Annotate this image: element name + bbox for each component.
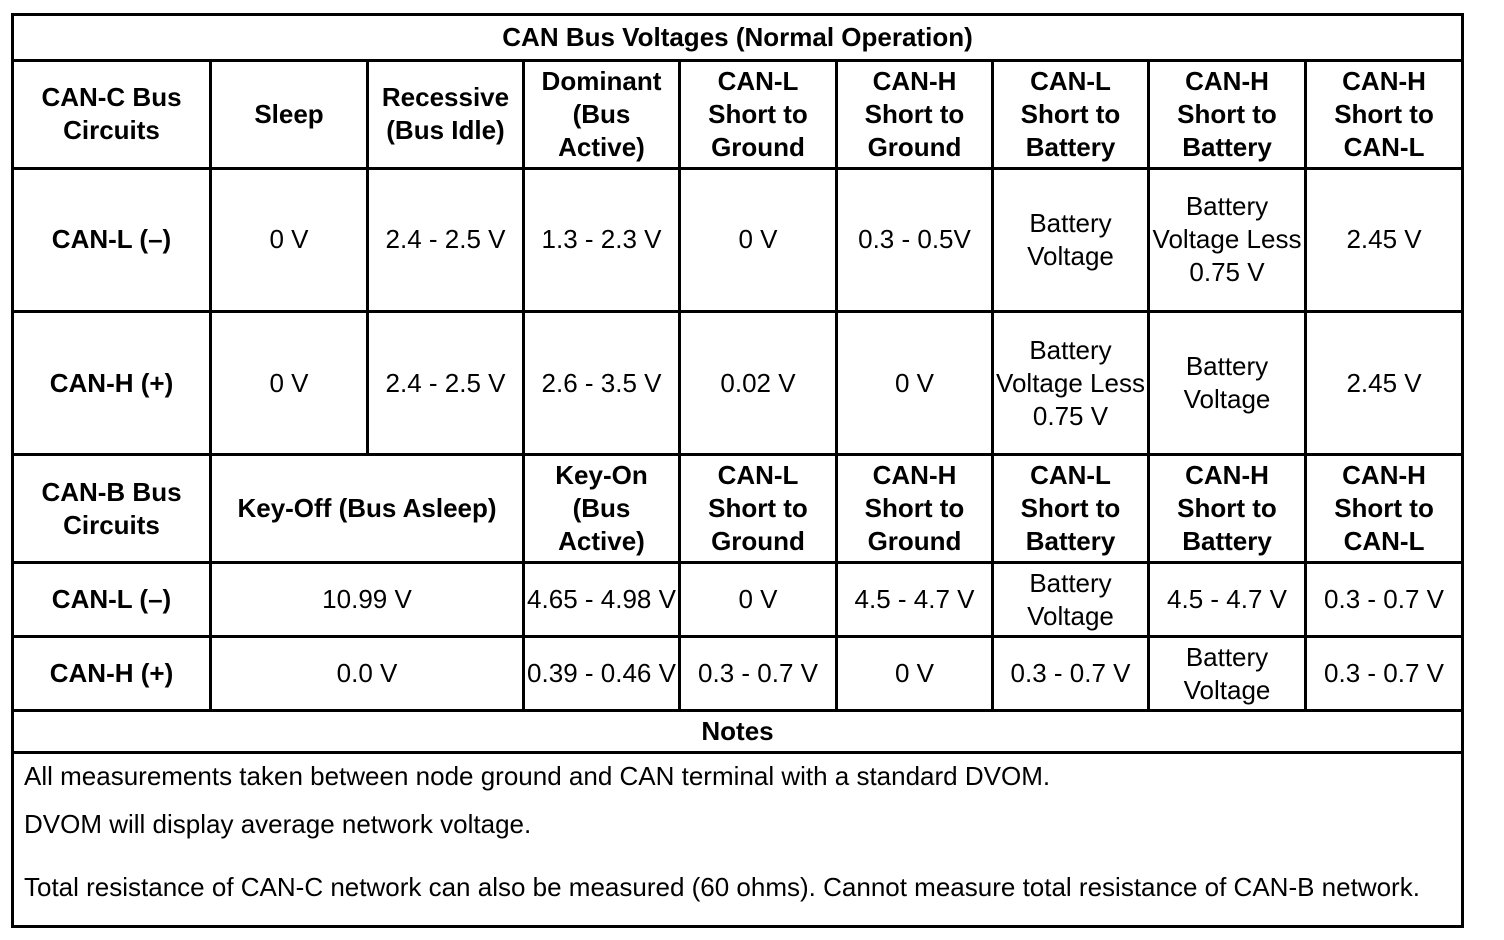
table-cell: Battery Voltage Less 0.75 V — [1149, 168, 1306, 311]
note-item: Total resistance of CAN-C network can also be measured (60 ohms). Cannot measure total resistance of CAN-B network. — [13, 850, 1463, 927]
can-c-header-canh-short-canl: CAN-H Short to CAN-L — [1306, 60, 1463, 168]
table-cell: 4.5 - 4.7 V — [1149, 562, 1306, 636]
can-c-header-canl-short-battery: CAN-L Short to Battery — [993, 60, 1149, 168]
note-item: All measurements taken between node ground and CAN terminal with a standard DVOM. — [13, 753, 1463, 799]
can-b-header-canh-short-ground: CAN-H Short to Ground — [837, 455, 993, 563]
table-cell: 4.5 - 4.7 V — [837, 562, 993, 636]
can-b-header-row — [13, 455, 1463, 563]
can-b-header-canh-short-canl: CAN-H Short to CAN-L — [1306, 455, 1463, 563]
can-c-header-canh-short-battery: CAN-H Short to Battery — [1149, 60, 1306, 168]
row-label: CAN-H (+) — [13, 311, 211, 454]
table-row — [13, 311, 1463, 454]
table-cell: 0 V — [837, 637, 993, 711]
table-cell: 0.3 - 0.7 V — [993, 637, 1149, 711]
table-cell: 0.3 - 0.7 V — [680, 637, 837, 711]
table-cell: Battery Voltage — [1149, 637, 1306, 711]
table-cell: 2.4 - 2.5 V — [368, 168, 524, 311]
row-label: CAN-L (–) — [13, 562, 211, 636]
can-b-header-key-on: Key-On (Bus Active) — [524, 455, 680, 563]
table-title: CAN Bus Voltages (Normal Operation) — [13, 15, 1463, 61]
can-b-header-circuits: CAN-B Bus Circuits — [13, 455, 211, 563]
row-label: CAN-L (–) — [13, 168, 211, 311]
table-cell: 2.45 V — [1306, 311, 1463, 454]
table-cell: 4.65 - 4.98 V — [524, 562, 680, 636]
table-cell: 0.39 - 0.46 V — [524, 637, 680, 711]
table-cell: Battery Voltage — [993, 168, 1149, 311]
row-label: CAN-H (+) — [13, 637, 211, 711]
can-b-header-canh-short-battery: CAN-H Short to Battery — [1149, 455, 1306, 563]
table-cell: 0 V — [211, 311, 368, 454]
table-cell: 0.3 - 0.5V — [837, 168, 993, 311]
table-cell: 10.99 V — [211, 562, 524, 636]
table-cell: 2.6 - 3.5 V — [524, 311, 680, 454]
can-c-header-circuits: CAN-C Bus Circuits — [13, 60, 211, 168]
can-c-header-dominant: Dominant (Bus Active) — [524, 60, 680, 168]
note-item: DVOM will display average network voltage. — [13, 799, 1463, 850]
table-cell: Battery Voltage — [1149, 311, 1306, 454]
can-c-header-recessive: Recessive (Bus Idle) — [368, 60, 524, 168]
notes-heading: Notes — [13, 711, 1463, 753]
table-row — [13, 168, 1463, 311]
table-cell: 0 V — [211, 168, 368, 311]
can-bus-voltage-table — [11, 13, 1464, 928]
table-cell: 0.0 V — [211, 637, 524, 711]
can-c-header-canl-short-ground: CAN-L Short to Ground — [680, 60, 837, 168]
table-row — [13, 637, 1463, 711]
table-cell: Battery Voltage — [993, 562, 1149, 636]
table-cell: 0 V — [680, 562, 837, 636]
can-c-header-row — [13, 60, 1463, 168]
can-c-header-sleep: Sleep — [211, 60, 368, 168]
can-b-header-canl-short-ground: CAN-L Short to Ground — [680, 455, 837, 563]
table-cell: 1.3 - 2.3 V — [524, 168, 680, 311]
table-row — [13, 562, 1463, 636]
table-cell: 0 V — [837, 311, 993, 454]
table-cell: 0.3 - 0.7 V — [1306, 562, 1463, 636]
table-cell: 2.45 V — [1306, 168, 1463, 311]
table-cell: Battery Voltage Less 0.75 V — [993, 311, 1149, 454]
can-b-header-key-off: Key-Off (Bus Asleep) — [211, 455, 524, 563]
table-cell: 0.3 - 0.7 V — [1306, 637, 1463, 711]
can-b-header-canl-short-battery: CAN-L Short to Battery — [993, 455, 1149, 563]
table-cell: 2.4 - 2.5 V — [368, 311, 524, 454]
can-c-header-canh-short-ground: CAN-H Short to Ground — [837, 60, 993, 168]
table-cell: 0.02 V — [680, 311, 837, 454]
table-cell: 0 V — [680, 168, 837, 311]
